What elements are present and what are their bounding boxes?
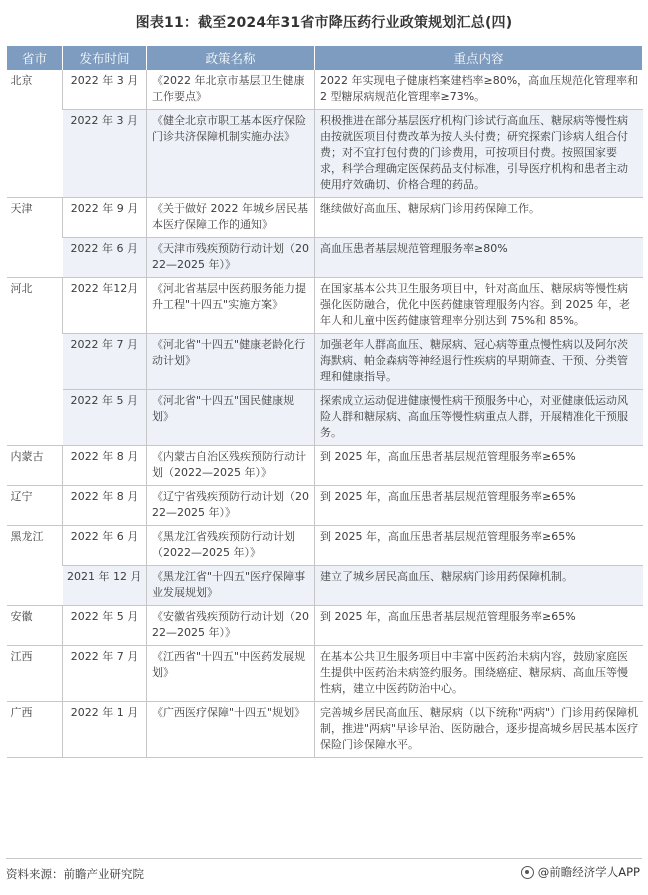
cell-content: 到 2025 年，高血压患者基层规范管理服务率≥65% [315,446,643,486]
cell-date: 2022 年 7 月 [63,334,147,390]
footer-divider [6,858,642,859]
cell-date: 2022 年 8 月 [63,486,147,526]
figure-title: 图表11：截至2024年31省市降压药行业政策规划汇总(四) [135,15,513,31]
cell-content: 加强老年人群高血压、糖尿病、冠心病等重点慢性病以及阿尔茨海默病、帕金森病等神经退行性疾病的早期筛查、干预、分类管理和健康指导。 [315,334,643,390]
cell-date: 2022 年12月 [63,278,147,334]
cell-province: 天津 [7,198,63,278]
cell-policy: 《2022 年北京市基层卫生健康工作要点》 [147,70,315,110]
cell-policy: 《黑龙江省残疾预防行动计划（2022—2025 年）》 [147,526,315,566]
cell-policy: 《江西省"十四五"中医药发展规划》 [147,646,315,702]
cell-content: 在国家基本公共卫生服务项目中，针对高血压、糖尿病等慢性病强化医防融合，优化中医药健康管理服务内容。到 2025 年，老年人和儿童中医药健康管理率分别达到 75%和 85%。 [315,278,643,334]
header-policy: 政策名称 [147,46,315,70]
cell-date: 2022 年 3 月 [63,110,147,198]
cell-content: 探索成立运动促进健康慢性病干预服务中心，对亚健康低运动风险人群和糖尿病、高血压等慢性病重点人群，开展精准化干预服务。 [315,390,643,446]
cell-content: 在基本公共卫生服务项目中丰富中医药治未病内容，鼓励家庭医生提供中医药治未病签约服务。围绕癌症、糖尿病、高血压等慢性病，建立中医药防治中心。 [315,646,643,702]
table-header-row [7,46,643,70]
table-row [7,486,643,526]
cell-date: 2022 年 6 月 [63,526,147,566]
table-body [7,70,643,758]
header-content: 重点内容 [315,46,643,70]
table-row [7,526,643,566]
cell-date: 2022 年 5 月 [63,606,147,646]
table-row [7,646,643,702]
cell-date: 2021 年 12 月 [63,566,147,606]
cell-policy: 《广西医疗保障"十四五"规划》 [147,702,315,758]
table-row [7,198,643,238]
table-row [7,238,643,278]
cell-province: 河北 [7,278,63,446]
cell-content: 积极推进在部分基层医疗机构门诊试行高血压、糖尿病等慢性病由按就医项目付费改革为按人头付费；研究探索门诊病人组合付费；对不宜打包付费的门诊费用，可按项目付费。按照国家要求，科学合理确定医保药品支付标准，引导医疗机构和患者主动使用疗效确切、价格合理的药品。 [315,110,643,198]
table-row [7,70,643,110]
cell-province: 内蒙古 [7,446,63,486]
cell-policy: 《河北省基层中医药服务能力提升工程"十四五"实施方案》 [147,278,315,334]
brand-logo-icon [521,866,534,879]
policy-table [6,46,643,758]
cell-content: 2022 年实现电子健康档案建档率≥80%，高血压规范化管理率和 2 型糖尿病规范化管理率≥73%。 [315,70,643,110]
table-row [7,702,643,758]
cell-policy: 《安徽省残疾预防行动计划（2022—2025 年）》 [147,606,315,646]
cell-content: 继续做好高血压、糖尿病门诊用药保障工作。 [315,198,643,238]
cell-province: 辽宁 [7,486,63,526]
table-row [7,606,643,646]
cell-policy: 《关于做好 2022 年城乡居民基本医疗保障工作的通知》 [147,198,315,238]
cell-policy: 《健全北京市职工基本医疗保险门诊共济保障机制实施办法》 [147,110,315,198]
cell-province: 黑龙江 [7,526,63,606]
cell-content: 到 2025 年，高血压患者基层规范管理服务率≥65% [315,606,643,646]
table-row [7,566,643,606]
cell-province: 北京 [7,70,63,198]
header-date: 发布时间 [63,46,147,70]
cell-content: 到 2025 年，高血压患者基层规范管理服务率≥65% [315,486,643,526]
cell-policy: 《辽宁省残疾预防行动计划（2022—2025 年）》 [147,486,315,526]
cell-policy: 《天津市残疾预防行动计划（2022—2025 年）》 [147,238,315,278]
cell-province: 江西 [7,646,63,702]
cell-date: 2022 年 7 月 [63,646,147,702]
brand-text: @前瞻经济学人APP [537,865,640,879]
cell-province: 安徽 [7,606,63,646]
cell-content: 到 2025 年，高血压患者基层规范管理服务率≥65% [315,526,643,566]
table-row [7,446,643,486]
header-province: 省市 [7,46,63,70]
cell-date: 2022 年 5 月 [63,390,147,446]
cell-date: 2022 年 8 月 [63,446,147,486]
table-row [7,334,643,390]
cell-content: 高血压患者基层规范管理服务率≥80% [315,238,643,278]
table-row [7,390,643,446]
cell-date: 2022 年 6 月 [63,238,147,278]
cell-policy: 《河北省"十四五"健康老龄化行动计划》 [147,334,315,390]
brand-credit [521,864,640,880]
source-note: 资料来源：前瞻产业研究院 [6,867,144,881]
cell-policy: 《内蒙古自治区残疾预防行动计划（2022—2025 年）》 [147,446,315,486]
cell-date: 2022 年 3 月 [63,70,147,110]
cell-policy: 《黑龙江省"十四五"医疗保障事业发展规划》 [147,566,315,606]
cell-content: 建立了城乡居民高血压、糖尿病门诊用药保障机制。 [315,566,643,606]
table-row [7,278,643,334]
cell-date: 2022 年 1 月 [63,702,147,758]
cell-province: 广西 [7,702,63,758]
table-row [7,110,643,198]
cell-date: 2022 年 9 月 [63,198,147,238]
cell-policy: 《河北省"十四五"国民健康规划》 [147,390,315,446]
cell-content: 完善城乡居民高血压、糖尿病（以下统称"两病"）门诊用药保障机制，推进"两病"早诊早治、医防融合，逐步提高城乡居民基本医疗保险门诊保障水平。 [315,702,643,758]
